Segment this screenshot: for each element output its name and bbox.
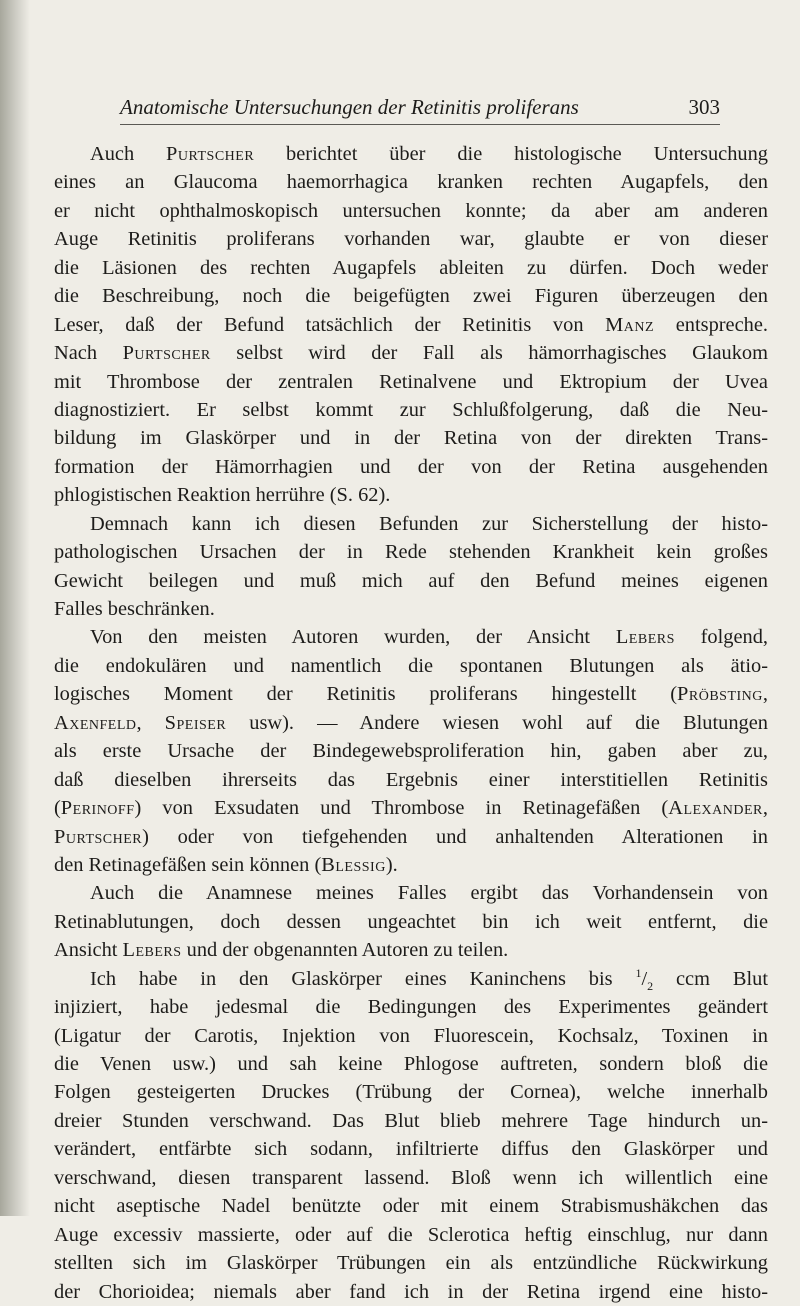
text-line: den Retinagefäßen sein können (Blessig). <box>54 853 398 876</box>
text-line: bildung im Glaskörper und in der Retina von der direkten Trans- <box>54 427 768 450</box>
text-line: die Beschreibung, noch die beigefügten zwei Figuren überzeugen den <box>54 285 768 308</box>
text-line: Gewicht beilegen und muß mich auf den Befund meines eigenen <box>54 569 768 592</box>
text-line: Folgen gesteigerten Druckes (Trübung der Cornea), welche innerhalb <box>54 1081 768 1104</box>
text-line: nicht aseptische Nadel benützte oder mit einem Strabismushäkchen das <box>54 1195 768 1218</box>
text-line: Auge excessiv massierte, oder auf die Sclerotica heftig einschlug, nur dann <box>54 1223 768 1246</box>
text-line: Ich habe in den Glaskörper eines Kaninchens bis $^1/_2$ ccm Blut <box>90 965 768 993</box>
page-binding-edge <box>0 0 30 1216</box>
text-line: Falles beschränken. <box>54 598 215 620</box>
text-line: der Chorioidea; niemals aber fand ich in der Retina irgend eine histo- <box>54 1280 768 1303</box>
text-line: pathologischen Ursachen der in Rede stehenden Krankheit kein großes <box>54 541 768 564</box>
body-text <box>54 140 768 1306</box>
text-line: phlogistischen Reaktion herrühre (S. 62). <box>54 484 391 507</box>
text-line: Retinablutungen, doch dessen ungeachtet bin ich weit entfernt, die <box>54 910 768 933</box>
text-line: Axenfeld, Speiser usw). — Andere wiesen wohl auf die Blutungen <box>54 711 769 734</box>
text-line: mit Thrombose der zentralen Retinalvene und Ektropium der Uvea <box>54 370 768 393</box>
text-line: logisches Moment der Retinitis proliferans hingestellt (Pröbsting, <box>54 683 768 706</box>
text-line: Auge Retinitis proliferans vorhanden war, glaubte er von dieser <box>54 228 768 251</box>
text-line: Nach Purtscher selbst wird der Fall als hämorrhagisches Glaukom <box>54 342 768 365</box>
text-line: Ansicht Lebers und der obgenannten Autoren zu teilen. <box>54 939 509 962</box>
text-line: stellten sich im Glaskörper Trübungen ein als entzündliche Rückwirkung <box>54 1252 768 1275</box>
running-header <box>120 92 720 122</box>
text-line: Auch Purtscher berichtet über die histologische Untersuchung <box>90 143 768 165</box>
text-line: Purtscher) oder von tiefgehenden und anhaltenden Alterationen in <box>54 825 768 848</box>
text-line: Auch die Anamnese meines Falles ergibt das Vorhandensein von <box>90 882 768 905</box>
text-line: (Perinoff) von Exsudaten und Thrombose in Retinagefäßen (Alexander, <box>54 797 768 820</box>
book-page <box>46 0 776 1303</box>
text-line: eines an Glaucoma haemorrhagica kranken rechten Augapfels, den <box>54 171 768 194</box>
text-line: dreier Stunden verschwand. Das Blut blieb mehrere Tage hindurch un- <box>54 1109 768 1132</box>
text-line: die endokulären und namentlich die spontanen Blutungen als ätio- <box>54 654 768 677</box>
page-number: 303 <box>688 95 720 119</box>
text-line: verändert, entfärbte sich sodann, infiltrierte diffus den Glaskörper und <box>54 1138 768 1161</box>
text-line: diagnostiziert. Er selbst kommt zur Schlußfolgerung, daß die Neu- <box>54 398 768 421</box>
text-line: (Ligatur der Carotis, Injektion von Fluorescein, Kochsalz, Toxinen in <box>54 1024 768 1047</box>
text-line: verschwand, diesen transparent lassend. Bloß wenn ich willentlich eine <box>54 1166 768 1189</box>
text-line: daß dieselben ihrerseits das Ergebnis einer interstitiellen Retinitis <box>54 768 768 791</box>
text-line: er nicht ophthalmoskopisch untersuchen konnte; da aber am anderen <box>54 199 768 222</box>
text-line: Leser, daß der Befund tatsächlich der Retinitis von Manz entspreche. <box>54 313 769 336</box>
running-header-title: Anatomische Untersuchungen der Retinitis proliferans <box>120 95 579 119</box>
header-rule <box>120 124 720 125</box>
text-line: die Venen usw.) und sah keine Phlogose auftreten, sondern bloß die <box>54 1053 768 1075</box>
text-line: Demnach kann ich diesen Befunden zur Sicherstellung der histo- <box>90 512 768 535</box>
text-line: als erste Ursache der Bindegewebsproliferation hin, gaben aber zu, <box>54 740 768 763</box>
text-line: die Läsionen des rechten Augapfels ableiten zu dürfen. Doch weder <box>54 256 768 279</box>
text-line: injiziert, habe jedesmal die Bedingungen des Experimentes geändert <box>54 996 768 1019</box>
text-line: Von den meisten Autoren wurden, der Ansicht Lebers folgend, <box>90 626 769 649</box>
text-line: formation der Hämorrhagien und der von der Retina ausgehenden <box>54 455 768 478</box>
